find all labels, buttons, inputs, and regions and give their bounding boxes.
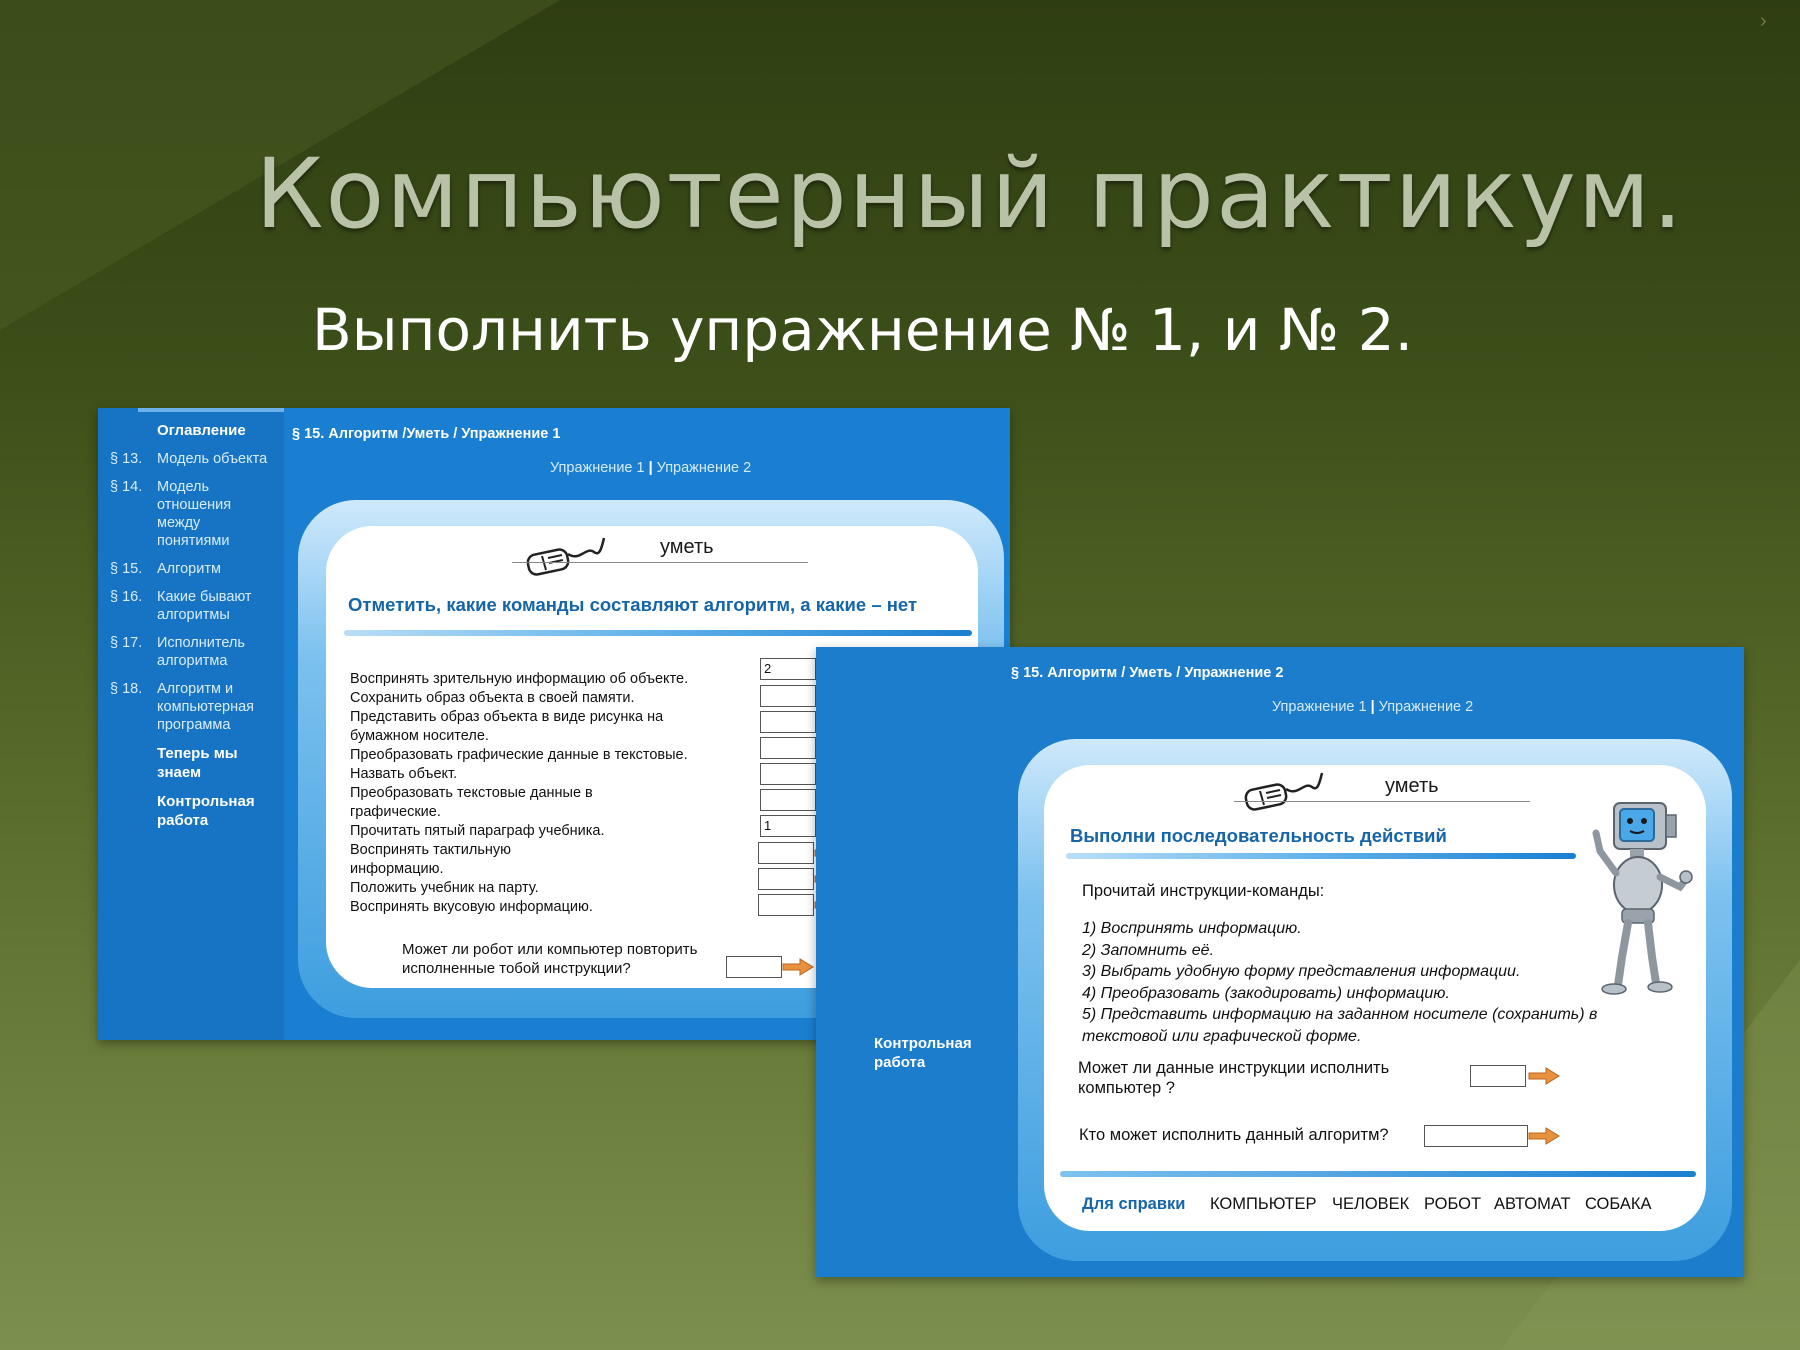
slide-title: Компьютерный практикум. xyxy=(255,138,1685,250)
reference-bar xyxy=(1060,1171,1696,1177)
sidebar-item-number: § 13. xyxy=(110,451,143,467)
sidebar-item-number: § 17. xyxy=(110,635,143,651)
command-row: Преобразовать текстовые данные в графические. xyxy=(350,785,593,820)
command-row: Прочитать пятый параграф учебника. xyxy=(350,823,605,839)
question-1-answer-box[interactable] xyxy=(1470,1065,1526,1087)
sidebar-item-summary[interactable]: Теперь мы знаем xyxy=(157,745,238,781)
sidebar-item-number: § 15. xyxy=(110,561,143,577)
slide-subtitle: Выполнить упражнение № 1, и № 2. xyxy=(312,296,1414,364)
command-list xyxy=(350,670,730,917)
tab-separator: | xyxy=(648,460,653,476)
arrow-right-icon[interactable] xyxy=(1528,1126,1560,1146)
breadcrumb: § 15. Алгоритм / Уметь / Упражнение 2 xyxy=(1011,665,1284,681)
mouse-icon xyxy=(1242,767,1334,815)
answer-box-9[interactable] xyxy=(758,868,814,890)
task-title: Выполни последовательность действий xyxy=(1070,825,1447,846)
answer-box-1[interactable]: 2 xyxy=(760,658,816,680)
sidebar-item-label: Модель отношения между понятиями xyxy=(157,479,232,549)
arrow-right-icon[interactable] xyxy=(1528,1066,1560,1086)
task-title-bar xyxy=(344,630,972,636)
instruction-item: 4) Преобразовать (закодировать) информацию. xyxy=(1082,984,1450,1002)
reference-word-robot[interactable]: РОБОТ xyxy=(1424,1195,1482,1213)
mouse-icon xyxy=(524,532,616,580)
sidebar-item-number: § 16. xyxy=(110,589,143,605)
reference-word-dog[interactable]: СОБАКА xyxy=(1585,1195,1652,1213)
command-row: Положить учебник на парту. xyxy=(350,880,539,896)
tab-exercise-2[interactable]: Упражнение 2 xyxy=(656,460,752,476)
answer-box-7[interactable]: 1 xyxy=(760,815,816,837)
instruction-item: 5) Представить информацию на заданном носителе (сохранить) в текстовой или графической форме. xyxy=(1082,1006,1598,1045)
answer-box-10[interactable] xyxy=(758,894,814,916)
skill-underline xyxy=(1234,801,1530,802)
skill-label: уметь xyxy=(1385,775,1439,797)
sidebar xyxy=(98,408,284,1040)
question-text: Может ли робот или компьютер повторить исполненные тобой инструкции? xyxy=(402,941,698,977)
reference-word-automat[interactable]: АВТОМАТ xyxy=(1494,1195,1571,1213)
task-title-bar xyxy=(1066,853,1576,859)
sidebar-item-label: Алгоритм xyxy=(157,561,221,577)
tab-exercise-1[interactable]: Упражнение 1 xyxy=(1272,699,1367,715)
answer-box-5[interactable] xyxy=(760,763,816,785)
command-row: Сохранить образ объекта в своей памяти. xyxy=(350,690,635,706)
sidebar-item-number: § 18. xyxy=(110,681,143,697)
question-2-answer-box[interactable] xyxy=(1424,1125,1528,1147)
arrow-right-icon[interactable] xyxy=(782,957,814,977)
command-row: Представить образ объекта в виде рисунка на бумажном носителе. xyxy=(350,709,664,744)
instruction-item: 1) Воспринять информацию. xyxy=(1082,920,1302,937)
skill-underline xyxy=(512,562,808,563)
sidebar-top-line xyxy=(138,408,284,412)
command-row: Воспринять вкусовую информацию. xyxy=(350,899,593,915)
breadcrumb: § 15. Алгоритм /Уметь / Упражнение 1 xyxy=(292,426,561,442)
instruction-item: 3) Выбрать удобную форму представления информации. xyxy=(1082,963,1521,980)
sidebar-item-label: Исполнитель алгоритма xyxy=(157,635,245,669)
command-row: Преобразовать графические данные в текстовые. xyxy=(350,747,688,763)
task-title: Отметить, какие команды составляют алгоритм, а какие – нет xyxy=(348,594,918,615)
sidebar-item-label: Какие бывают алгоритмы xyxy=(157,589,252,623)
instruction-item: 2) Запомнить её. xyxy=(1082,941,1215,959)
exercise-tabs xyxy=(1272,699,1473,715)
answer-box-4[interactable] xyxy=(760,737,816,759)
sidebar-item-test[interactable]: Контрольная работа xyxy=(157,793,255,829)
sidebar-item-label: Алгоритм и компьютерная программа xyxy=(157,681,255,733)
question-1-text: Может ли данные инструкции исполнить компьютер ? xyxy=(1078,1059,1390,1097)
reference-label: Для справки xyxy=(1082,1195,1186,1213)
tab-separator: | xyxy=(1370,699,1375,715)
command-row: Воспринять тактильную информацию. xyxy=(350,842,512,877)
sidebar-item-number: § 14. xyxy=(110,479,143,495)
question-answer-box[interactable] xyxy=(726,956,782,978)
skill-label: уметь xyxy=(660,536,714,558)
sidebar-item-test[interactable]: Контрольная работа xyxy=(874,1035,972,1071)
command-row: Воспринять зрительную информацию об объекте. xyxy=(350,671,689,687)
command-row: Назвать объект. xyxy=(350,766,458,782)
tab-exercise-2[interactable]: Упражнение 2 xyxy=(1378,699,1474,715)
exercise-2-window xyxy=(816,647,1744,1277)
exercise-tabs xyxy=(550,460,751,476)
tab-exercise-1[interactable]: Упражнение 1 xyxy=(550,460,645,476)
reference-word-human[interactable]: ЧЕЛОВЕК xyxy=(1332,1195,1410,1213)
question-2-text: Кто может исполнить данный алгоритм? xyxy=(1079,1126,1389,1144)
answer-box-6[interactable] xyxy=(760,789,816,811)
chevron-right-icon: › xyxy=(1760,10,1767,32)
reference-word-computer[interactable]: КОМПЬЮТЕР xyxy=(1210,1195,1317,1213)
instructions-heading: Прочитай инструкции-команды: xyxy=(1082,882,1325,900)
instructions-list xyxy=(1082,918,1682,1047)
answer-box-2[interactable] xyxy=(760,685,816,707)
sidebar-heading[interactable]: Оглавление xyxy=(157,422,246,439)
sidebar-item-label: Модель объекта xyxy=(157,451,268,467)
answer-box-3[interactable] xyxy=(760,711,816,733)
answer-box-8[interactable] xyxy=(758,842,814,864)
